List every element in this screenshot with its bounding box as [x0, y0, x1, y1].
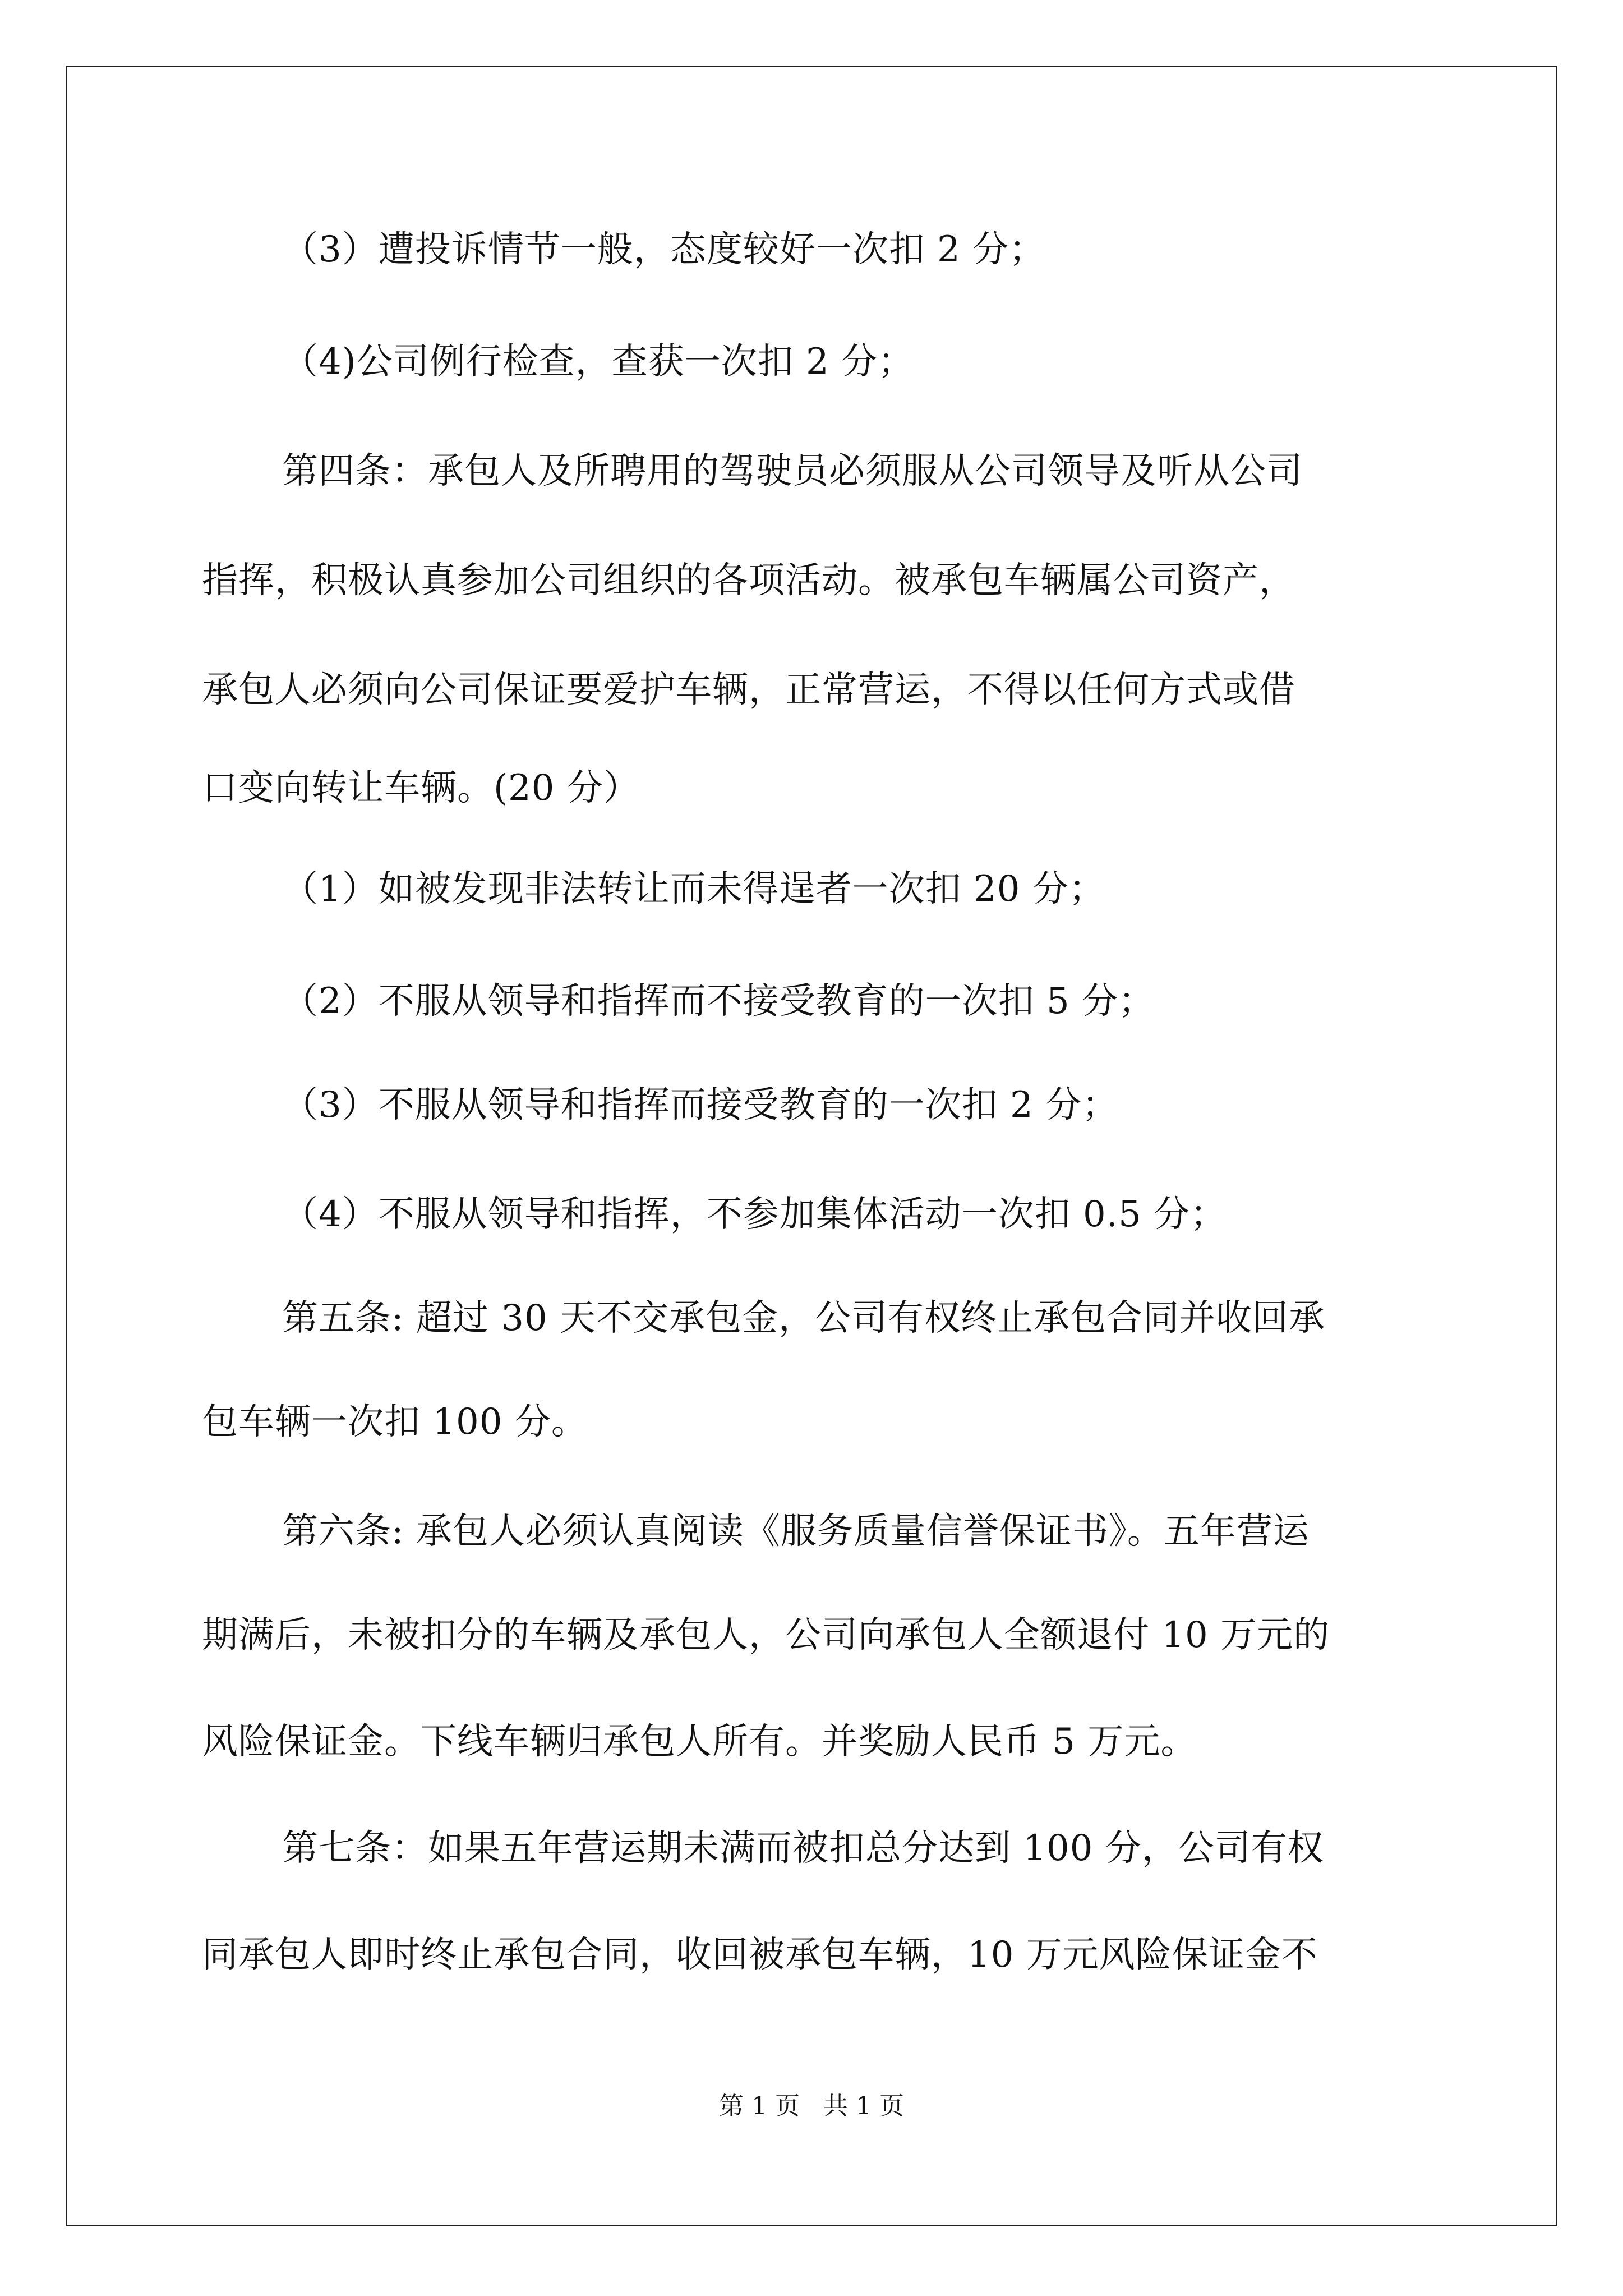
text-line: 包车辆一次扣 100 分。	[202, 1401, 588, 1443]
page-number: 第 1 页	[719, 2092, 800, 2120]
text-line: （3）遭投诉情节一般，态度较好一次扣 2 分；	[282, 229, 1046, 270]
page-border	[66, 66, 1557, 2226]
text-line: 承包人必须向公司保证要爱护车辆，正常营运，不得以任何方式或借	[202, 669, 1295, 711]
text-line: （2）不服从领导和指挥而不接受教育的一次扣 5 分；	[282, 981, 1155, 1022]
text-line: 口变向转让车辆。(20 分）	[202, 767, 640, 809]
text-line: （4）不服从领导和指挥，不参加集体活动一次扣 0.5 分；	[282, 1194, 1227, 1235]
text-line: （1）如被发现非法转让而未得逞者一次扣 20 分；	[282, 868, 1105, 910]
text-line: 第七条：如果五年营运期未满而被扣总分达到 100 分，公司有权	[282, 1828, 1324, 1869]
text-line: 指挥，积极认真参加公司组织的各项活动。被承包车辆属公司资产，	[202, 560, 1295, 601]
page-total: 共 1 页	[823, 2092, 904, 2120]
text-line: 期满后，未被扣分的车辆及承包人，公司向承包人全额退付 10 万元的	[202, 1614, 1330, 1656]
text-line: 第六条: 承包人必须认真阅读《服务质量信誉保证书》。五年营运	[282, 1511, 1310, 1552]
text-line: （4)公司例行检查，查获一次扣 2 分；	[282, 341, 915, 383]
text-line: （3）不服从领导和指挥而接受教育的一次扣 2 分；	[282, 1084, 1119, 1126]
text-line: 风险保证金。下线车辆归承包人所有。并奖励人民币 5 万元。	[202, 1721, 1197, 1763]
text-line: 同承包人即时终止承包合同，收回被承包车辆，10 万元风险保证金不	[202, 1934, 1318, 1976]
text-line: 第四条：承包人及所聘用的驾驶员必须服从公司领导及听从公司	[282, 450, 1303, 492]
text-line: 第五条: 超过 30 天不交承包金，公司有权终止承包合同并收回承	[282, 1297, 1326, 1339]
page-footer	[0, 2090, 1623, 2123]
